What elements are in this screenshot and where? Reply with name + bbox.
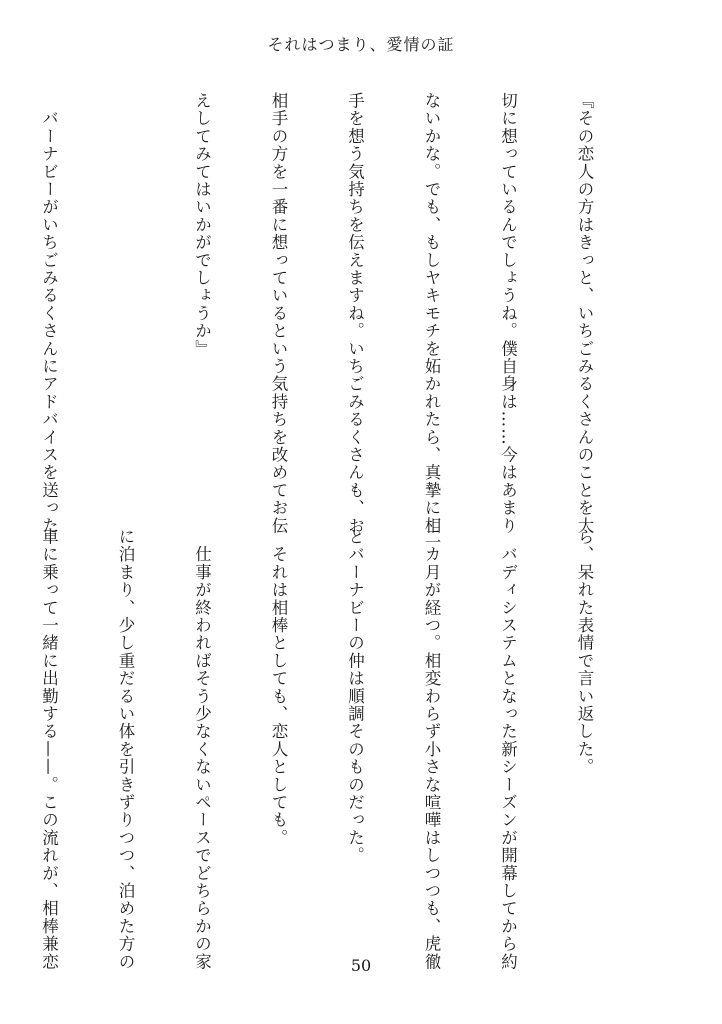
text-line: 相手の方を一番に想っているという気持ちを改めてお伝 xyxy=(269,92,288,535)
text-line: バーナビーがいちごみるくさんにアドバイスを送った xyxy=(39,92,59,535)
text-line: えしてみてはいかがでしょうか』 xyxy=(192,92,212,358)
page-title: それはつまり、愛情の証 xyxy=(267,35,455,54)
text-line: それは相棒としても、恋人としても。 xyxy=(269,528,288,847)
text-block-upper xyxy=(39,92,648,535)
text-line: ら、呆れた表情で言い返した。 xyxy=(575,528,594,776)
text-line: 二カ月が経つ。相変わらず小さな喧嘩はしつつも、虎徹 xyxy=(422,528,441,971)
text-line: 『その恋人の方はきっと、いちごみるくさんのことを大 xyxy=(575,92,594,535)
text-line: 手を想う気持ちを伝えますね。いちごみるくさんも、お xyxy=(345,92,365,535)
text-line: とバーナビーの仲は順調そのものだった。 xyxy=(345,528,365,865)
text-line: ないかな。でも、もしヤキモチを妬かれたら、真摯に相 xyxy=(422,92,441,535)
page-number: 50 xyxy=(350,956,372,975)
text-line: に泊まり、少し重だるい体を引きずりつつ、泊めた方の xyxy=(116,528,135,971)
text-line xyxy=(113,92,139,500)
text-line: 切に想っているんでしょうね。僕自身は……今はあまり xyxy=(498,92,518,535)
text-line: 仕事が終わればそう少なくないペースでどちらかの家 xyxy=(192,528,212,971)
text-line: バディシステムとなった新シーズンが開幕してから約 xyxy=(498,528,518,971)
text-line: 車に乗って一緒に出勤する——。この流れが、相棒兼恋 xyxy=(39,528,59,971)
